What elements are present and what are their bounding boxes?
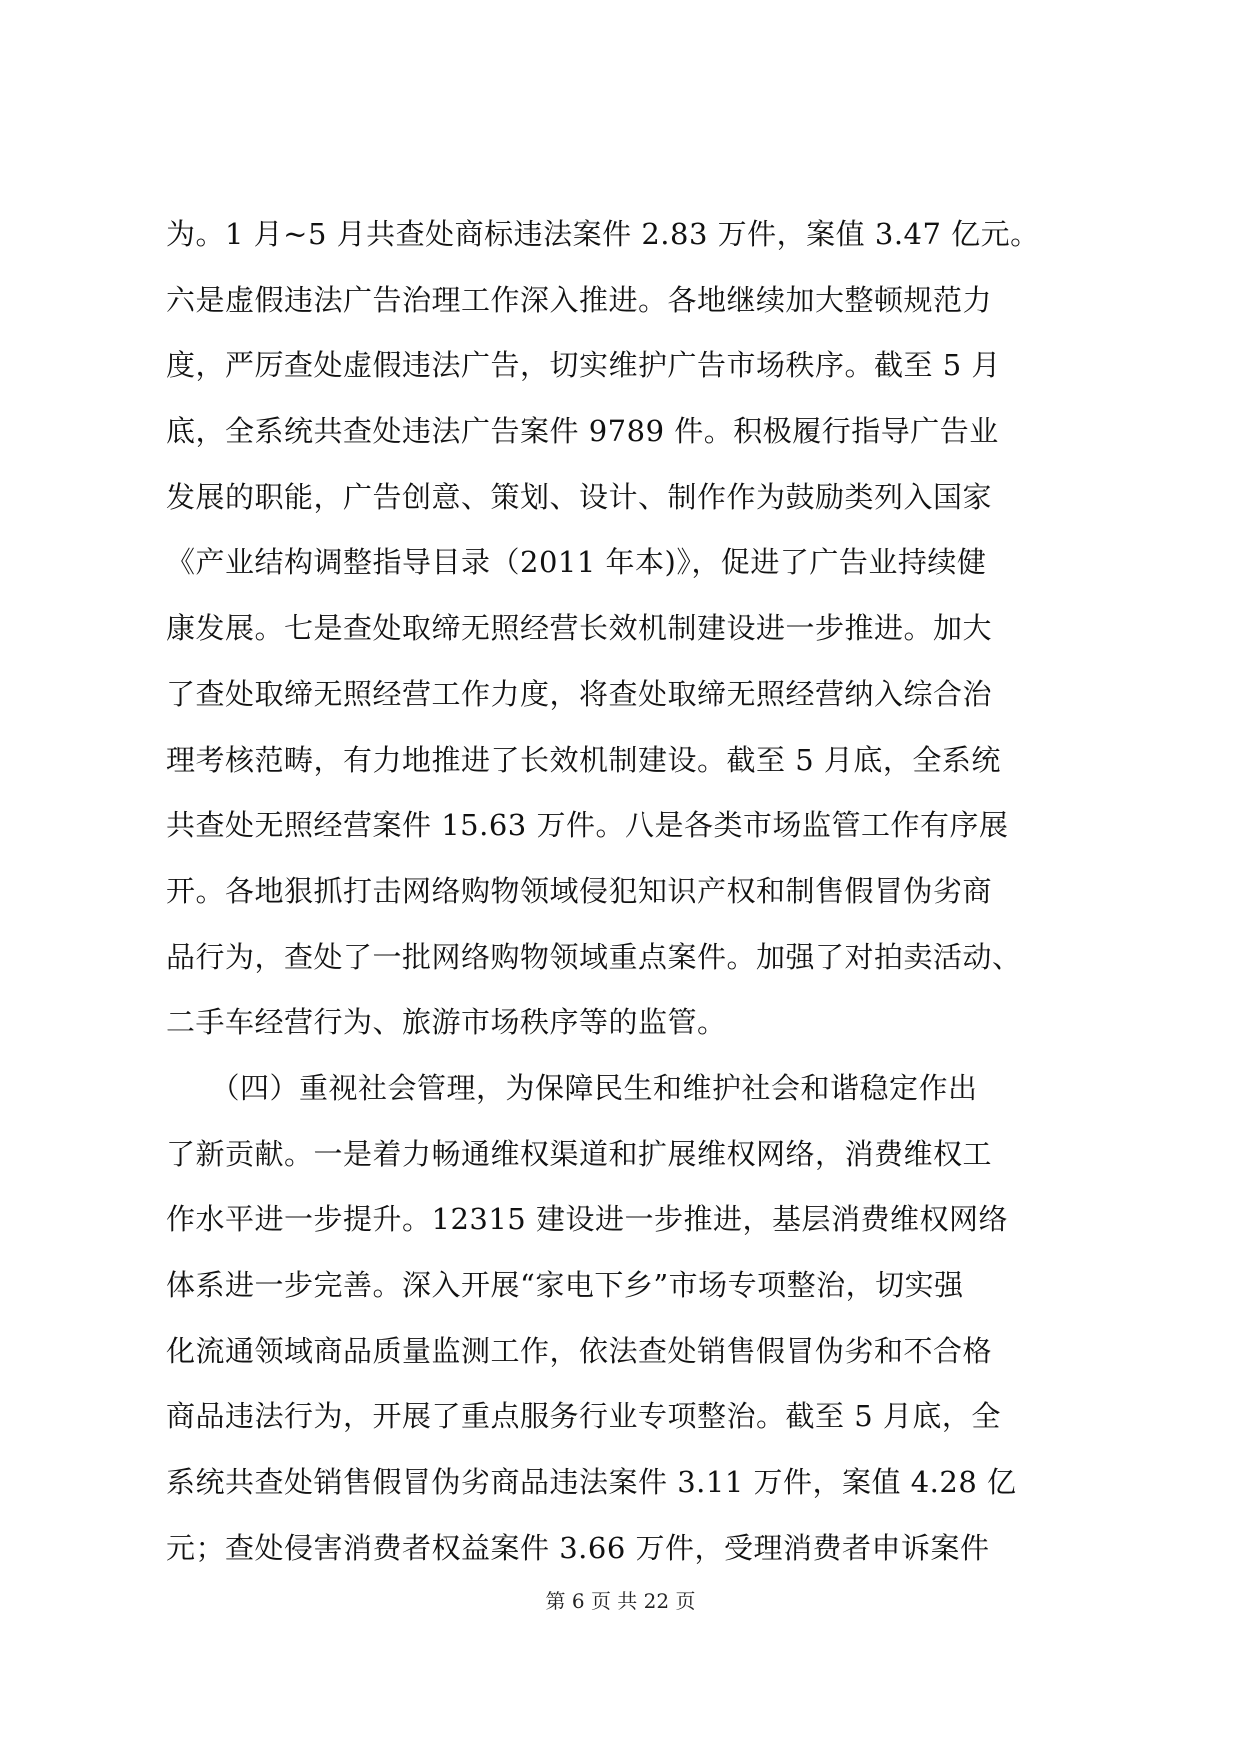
text-line: 了新贡献。一是着力畅通维权渠道和扩展维权网络，消费维权工: [166, 1136, 993, 1171]
text-line: 底，全系统共查处违法广告案件 9789 件。积极履行指导广告业: [166, 414, 999, 449]
text-line: 《产业结构调整指导目录（2011 年本)》，促进了广告业持续健: [166, 545, 987, 580]
text-line: 为。1 月~5 月共查处商标违法案件 2.83 万件，案值 3.47 亿元。: [166, 217, 1040, 251]
text-line: 了查处取缔无照经营工作力度，将查处取缔无照经营纳入综合治: [166, 676, 993, 711]
text-line: 共查处无照经营案件 15.63 万件。八是各类市场监管工作有序展: [166, 808, 1009, 843]
text-line: 度，严厉查处虚假违法广告，切实维护广告市场秩序。截至 5 月: [166, 348, 1001, 383]
text-line: 六是虚假违法广告治理工作深入推进。各地继续加大整顿规范力: [166, 282, 993, 317]
text-line: 品行为，查处了一批网络购物领域重点案件。加强了对拍卖活动、: [166, 939, 1022, 974]
text-line: 体系进一步完善。深入开展“家电下乡”市场专项整治，切实强: [166, 1268, 964, 1302]
text-line: 商品违法行为，开展了重点服务行业专项整治。截至 5 月底，全: [166, 1399, 1001, 1434]
text-line: 发展的职能，广告创意、策划、设计、制作作为鼓励类列入国家: [166, 479, 993, 514]
text-line: （四）重视社会管理，为保障民生和维护社会和谐稳定作出: [166, 1070, 978, 1105]
page-number: 第 6 页 共 22 页: [545, 1589, 696, 1613]
text-line: 元；查处侵害消费者权益案件 3.66 万件，受理消费者申诉案件: [166, 1530, 990, 1565]
text-line: 化流通领域商品质量监测工作，依法查处销售假冒伪劣和不合格: [166, 1333, 993, 1368]
body-text: [166, 202, 1076, 1581]
text-line: 二手车经营行为、旅游市场秩序等的监管。: [166, 1005, 727, 1040]
text-line: 系统共查处销售假冒伪劣商品违法案件 3.11 万件，案值 4.28 亿: [166, 1465, 1017, 1500]
page-footer: [0, 1585, 1241, 1614]
text-line: 开。各地狠抓打击网络购物领域侵犯知识产权和制售假冒伪劣商: [166, 873, 993, 908]
text-line: 康发展。七是查处取缔无照经营长效机制建设进一步推进。加大: [166, 611, 993, 646]
text-line: 作水平进一步提升。12315 建设进一步推进，基层消费维权网络: [166, 1202, 1008, 1237]
text-line: 理考核范畴，有力地推进了长效机制建设。截至 5 月底，全系统: [166, 742, 1001, 777]
